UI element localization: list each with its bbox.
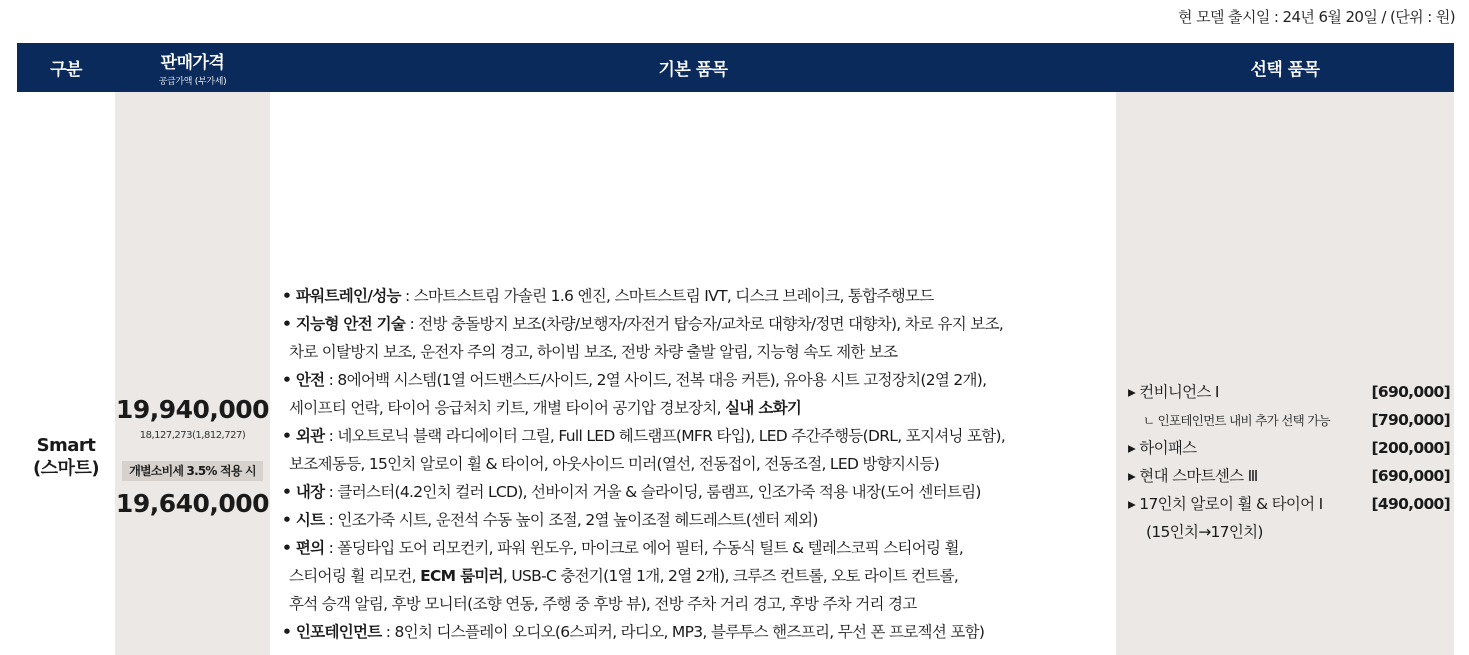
option-items-cell bbox=[1116, 92, 1454, 655]
category-cell bbox=[17, 92, 115, 655]
basic-item-line bbox=[282, 450, 1005, 478]
basic-item-label: 외관 bbox=[295, 427, 325, 445]
basic-item-label: 안전 bbox=[295, 371, 325, 389]
header-category-label: 구분 bbox=[50, 60, 82, 80]
option-item bbox=[1128, 518, 1450, 546]
trim-name-ko: (스마트) bbox=[32, 458, 100, 479]
option-item bbox=[1128, 434, 1450, 462]
basic-item-text: : 전방 충돌방지 보조(차량/보행자/자전거 탑승자/교차로 대향차/정면 대향차), 차로 유지 보조, bbox=[405, 315, 1004, 333]
basic-item-text: : 8에어백 시스템(1열 어드밴스드/사이드, 2열 사이드, 전복 대응 커튼), 유아용 시트 고정장치(2열 2개), bbox=[324, 371, 987, 389]
basic-item-continuation: , USB-C 충전기(1열 1개, 2열 2개), 크루즈 컨트롤, 오토 라이트 컨트롤, bbox=[502, 567, 959, 585]
basic-item-label: 내장 bbox=[295, 483, 325, 501]
trim-name bbox=[17, 434, 115, 480]
basic-items-list bbox=[282, 282, 1005, 646]
basic-item-line bbox=[282, 590, 1005, 618]
option-item-label: ▸ 17인치 알로이 휠 & 타이어 Ⅰ bbox=[1128, 495, 1323, 513]
trim-name-en: Smart bbox=[36, 435, 96, 456]
table-header bbox=[17, 43, 1454, 92]
tax-badge: 개별소비세 3.5% 적용 시 bbox=[122, 461, 263, 481]
basic-item-line bbox=[282, 282, 1005, 310]
header-basic-label: 기본 품목 bbox=[658, 60, 728, 80]
option-item-price: [690,000] bbox=[1371, 383, 1450, 401]
basic-item-line bbox=[282, 366, 1005, 394]
bullet-icon: • bbox=[282, 427, 296, 445]
price-cell bbox=[115, 92, 270, 655]
basic-item-text: : 클러스터(4.2인치 컬러 LCD), 선바이저 거울 & 슬라이딩, 룸램프, 인조가죽 적용 내장(도어 센터트림) bbox=[324, 483, 981, 501]
basic-item-label: 편의 bbox=[295, 539, 325, 557]
option-item-price: [790,000] bbox=[1371, 411, 1450, 429]
price-tax-applied: 19,640,000 bbox=[115, 489, 270, 518]
option-item-label: (15인치→17인치) bbox=[1146, 523, 1263, 541]
basic-item-text: : 인조가죽 시트, 운전석 수동 높이 조절, 2열 높이조절 헤드레스트(센터 제외) bbox=[324, 511, 818, 529]
basic-item-continuation: 후석 승객 알림, 후방 모니터(조향 연동, 주행 중 후방 뷰), 전방 주차 거리 경고, 후방 주차 거리 경고 bbox=[289, 595, 917, 613]
bullet-icon: • bbox=[282, 315, 296, 333]
option-item-price: [200,000] bbox=[1371, 439, 1450, 457]
option-item-price: [690,000] bbox=[1371, 467, 1450, 485]
basic-item-line bbox=[282, 478, 1005, 506]
basic-item-line bbox=[282, 618, 1005, 646]
basic-item-highlight: 실내 소화기 bbox=[725, 399, 802, 417]
header-option bbox=[1116, 43, 1454, 92]
basic-item-label: 인포테인먼트 bbox=[295, 623, 382, 641]
option-item-label: ㄴ 인포테인먼트 내비 추가 선택 가능 bbox=[1143, 413, 1330, 428]
option-item-price: [490,000] bbox=[1371, 495, 1450, 513]
option-item-label: ▸ 컨비니언스 Ⅰ bbox=[1128, 383, 1219, 401]
basic-item-line bbox=[282, 394, 1005, 422]
header-basic bbox=[270, 43, 1116, 92]
option-item bbox=[1128, 378, 1450, 406]
basic-item-line bbox=[282, 310, 1005, 338]
header-option-label: 선택 품목 bbox=[1250, 60, 1320, 80]
release-date-note: 현 모델 출시일 : 24년 6월 20일 / (단위 : 원) bbox=[1178, 8, 1455, 26]
basic-item-highlight: ECM 룸미러 bbox=[420, 567, 503, 585]
basic-item-continuation: 세이프티 언락, 타이어 응급처치 키트, 개별 타이어 공기압 경보장치, bbox=[289, 399, 726, 417]
basic-item-line bbox=[282, 422, 1005, 450]
basic-items-cell bbox=[270, 92, 1116, 655]
option-item bbox=[1128, 462, 1450, 490]
basic-item-line bbox=[282, 562, 1005, 590]
option-item bbox=[1128, 406, 1450, 434]
basic-item-text: : 네오트로닉 블랙 라디에이터 그릴, Full LED 헤드램프(MFR 타입), LED 주간주행등(DRL, 포지셔닝 포함), bbox=[324, 427, 1006, 445]
bullet-icon: • bbox=[282, 511, 296, 529]
option-items-list bbox=[1128, 378, 1450, 546]
header-price-label: 판매가격 bbox=[160, 53, 225, 73]
basic-item-text: : 스마트스트림 가솔린 1.6 엔진, 스마트스트림 IVT, 디스크 브레이크, 통합주행모드 bbox=[400, 287, 934, 305]
basic-item-continuation: 차로 이탈방지 보조, 운전자 주의 경고, 하이빔 보조, 전방 차량 출발 알림, 지능형 속도 제한 보조 bbox=[289, 343, 898, 361]
basic-item-line bbox=[282, 338, 1005, 366]
option-item-label: ▸ 하이패스 bbox=[1128, 439, 1197, 457]
bullet-icon: • bbox=[282, 371, 296, 389]
basic-item-label: 시트 bbox=[295, 511, 325, 529]
price-supply: 18,127,273(1,812,727) bbox=[139, 430, 246, 441]
option-item-label: ▸ 현대 스마트센스 Ⅲ bbox=[1128, 467, 1258, 485]
header-category bbox=[17, 43, 115, 92]
basic-item-line bbox=[282, 506, 1005, 534]
bullet-icon: • bbox=[282, 483, 296, 501]
price-main: 19,940,000 bbox=[115, 395, 270, 424]
basic-item-label: 파워트레인/성능 bbox=[295, 287, 401, 305]
basic-item-label: 지능형 안전 기술 bbox=[295, 315, 406, 333]
option-item bbox=[1128, 490, 1450, 518]
bullet-icon: • bbox=[282, 287, 296, 305]
basic-item-line bbox=[282, 534, 1005, 562]
basic-item-text: : 8인치 디스플레이 오디오(6스피커, 라디오, MP3, 블루투스 핸즈프리, 무선 폰 프로젝션 포함) bbox=[381, 623, 985, 641]
bullet-icon: • bbox=[282, 623, 296, 641]
basic-item-text: : 폴딩타입 도어 리모컨키, 파워 윈도우, 마이크로 에어 필터, 수동식 틸트 & 텔레스코픽 스티어링 휠, bbox=[324, 539, 964, 557]
basic-item-continuation: 보조제동등, 15인치 알로이 휠 & 타이어, 아웃사이드 미러(열선, 전동접이, 전동조절, LED 방향지시등) bbox=[289, 455, 940, 473]
header-price bbox=[115, 43, 270, 92]
header-price-sub: 공급가액 (부가세) bbox=[158, 77, 227, 87]
basic-item-continuation: 스티어링 휠 리모컨, bbox=[289, 567, 421, 585]
bullet-icon: • bbox=[282, 539, 296, 557]
